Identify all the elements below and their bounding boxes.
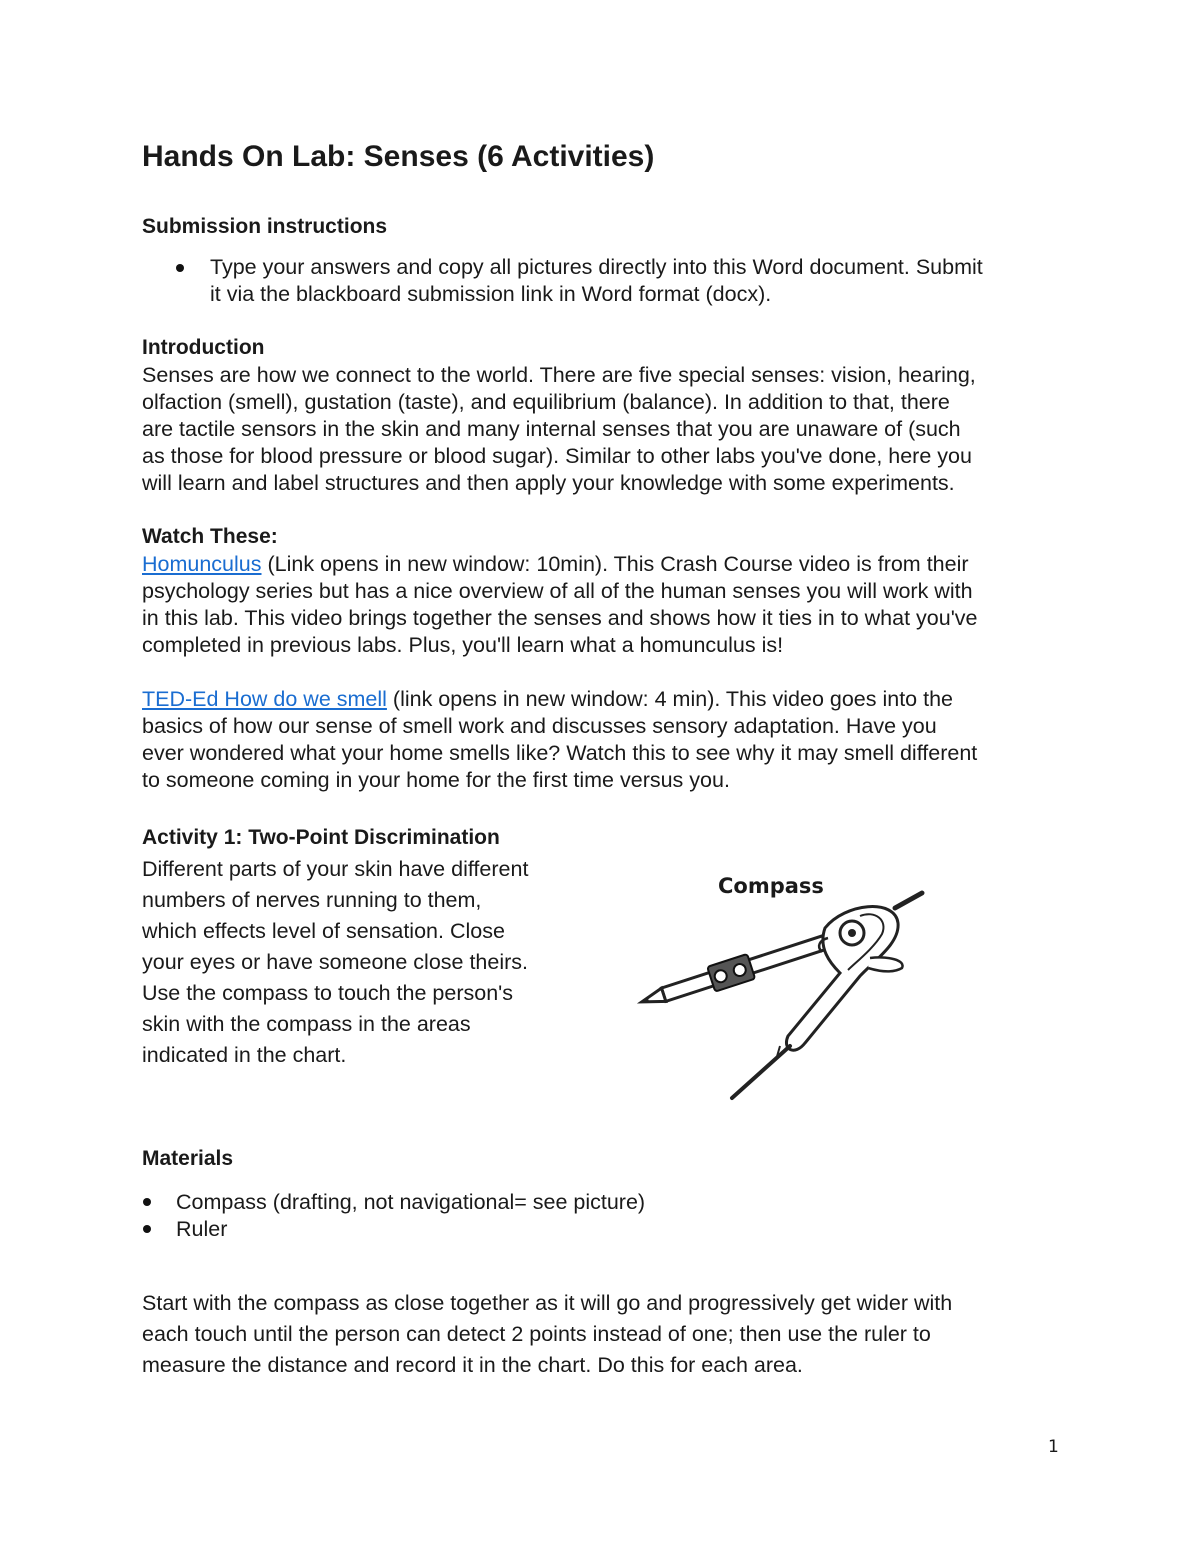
page-number: 1 (1048, 1437, 1059, 1457)
intro-line: Senses are how we connect to the world. There are five special senses: vision, hearing, (142, 363, 976, 387)
bullet-icon (176, 264, 184, 272)
bullet-icon (143, 1198, 151, 1206)
page-title: Hands On Lab: Senses (6 Activities) (142, 140, 655, 173)
intro-line: are tactile sensors in the skin and many internal senses that you are unaware of (such (142, 417, 961, 441)
intro-line: as those for blood pressure or blood sugar). Similar to other labs you've done, here you (142, 444, 972, 468)
intro-line: will learn and label structures and then apply your knowledge with some experiments. (142, 471, 955, 495)
activity1-line: which effects level of sensation. Close (142, 919, 505, 943)
submission-bullet-line1: Type your answers and copy all pictures directly into this Word document. Submit (210, 255, 983, 279)
video1-line: in this lab. This video brings together the senses and shows how it ties in to what you've (142, 606, 978, 630)
video1-line1 (142, 551, 1072, 578)
materials-item-compass: Compass (drafting, not navigational= see picture) (176, 1190, 646, 1214)
activity1-line: Different parts of your skin have different (142, 857, 529, 881)
video1-line1-rest: (Link opens in new window: 10min). This Crash Course video is from their (261, 552, 969, 576)
procedure-line: each touch until the person can detect 2 points instead of one; then use the ruler to (142, 1322, 931, 1346)
activity1-line: numbers of nerves running to them, (142, 888, 482, 912)
video1-line: completed in previous labs. Plus, you'll learn what a homunculus is! (142, 633, 784, 657)
bullet-icon (143, 1225, 151, 1233)
materials-heading: Materials (142, 1147, 234, 1170)
video2-line: basics of how our sense of smell work and discusses sensory adaptation. Have you (142, 714, 937, 738)
homunculus-link[interactable]: Homunculus (142, 552, 262, 576)
compass-figure-label: Compass (718, 874, 824, 898)
compass-drawing-icon (630, 868, 940, 1108)
video2-line: ever wondered what your home smells like? Watch this to see why it may smell different (142, 741, 978, 765)
video2-line: to someone coming in your home for the first time versus you. (142, 768, 730, 792)
procedure-line: Start with the compass as close together as it will go and progressively get wider with (142, 1291, 953, 1315)
materials-item-ruler: Ruler (176, 1217, 228, 1241)
video2-line1 (142, 686, 1072, 713)
activity1-line: indicated in the chart. (142, 1043, 347, 1067)
activity1-line: skin with the compass in the areas (142, 1012, 471, 1036)
ted-ed-link[interactable]: TED-Ed How do we smell (142, 687, 387, 711)
compass-figure (630, 868, 940, 1108)
activity1-heading: Activity 1: Two-Point Discrimination (142, 826, 500, 849)
activity1-line: your eyes or have someone close theirs. (142, 950, 529, 974)
video2-line1-rest: (link opens in new window: 4 min). This video goes into the (386, 687, 954, 711)
submission-heading: Submission instructions (142, 215, 388, 238)
activity1-line: Use the compass to touch the person's (142, 981, 514, 1005)
submission-bullet-line2: it via the blackboard submission link in Word format (docx). (210, 282, 772, 306)
video1-line: psychology series but has a nice overview of all of the human senses you will work with (142, 579, 973, 603)
intro-line: olfaction (smell), gustation (taste), and equilibrium (balance). In addition to that, there (142, 390, 950, 414)
introduction-heading: Introduction (142, 336, 265, 359)
procedure-line: measure the distance and record it in the chart. Do this for each area. (142, 1353, 803, 1377)
watch-heading: Watch These: (142, 525, 278, 548)
